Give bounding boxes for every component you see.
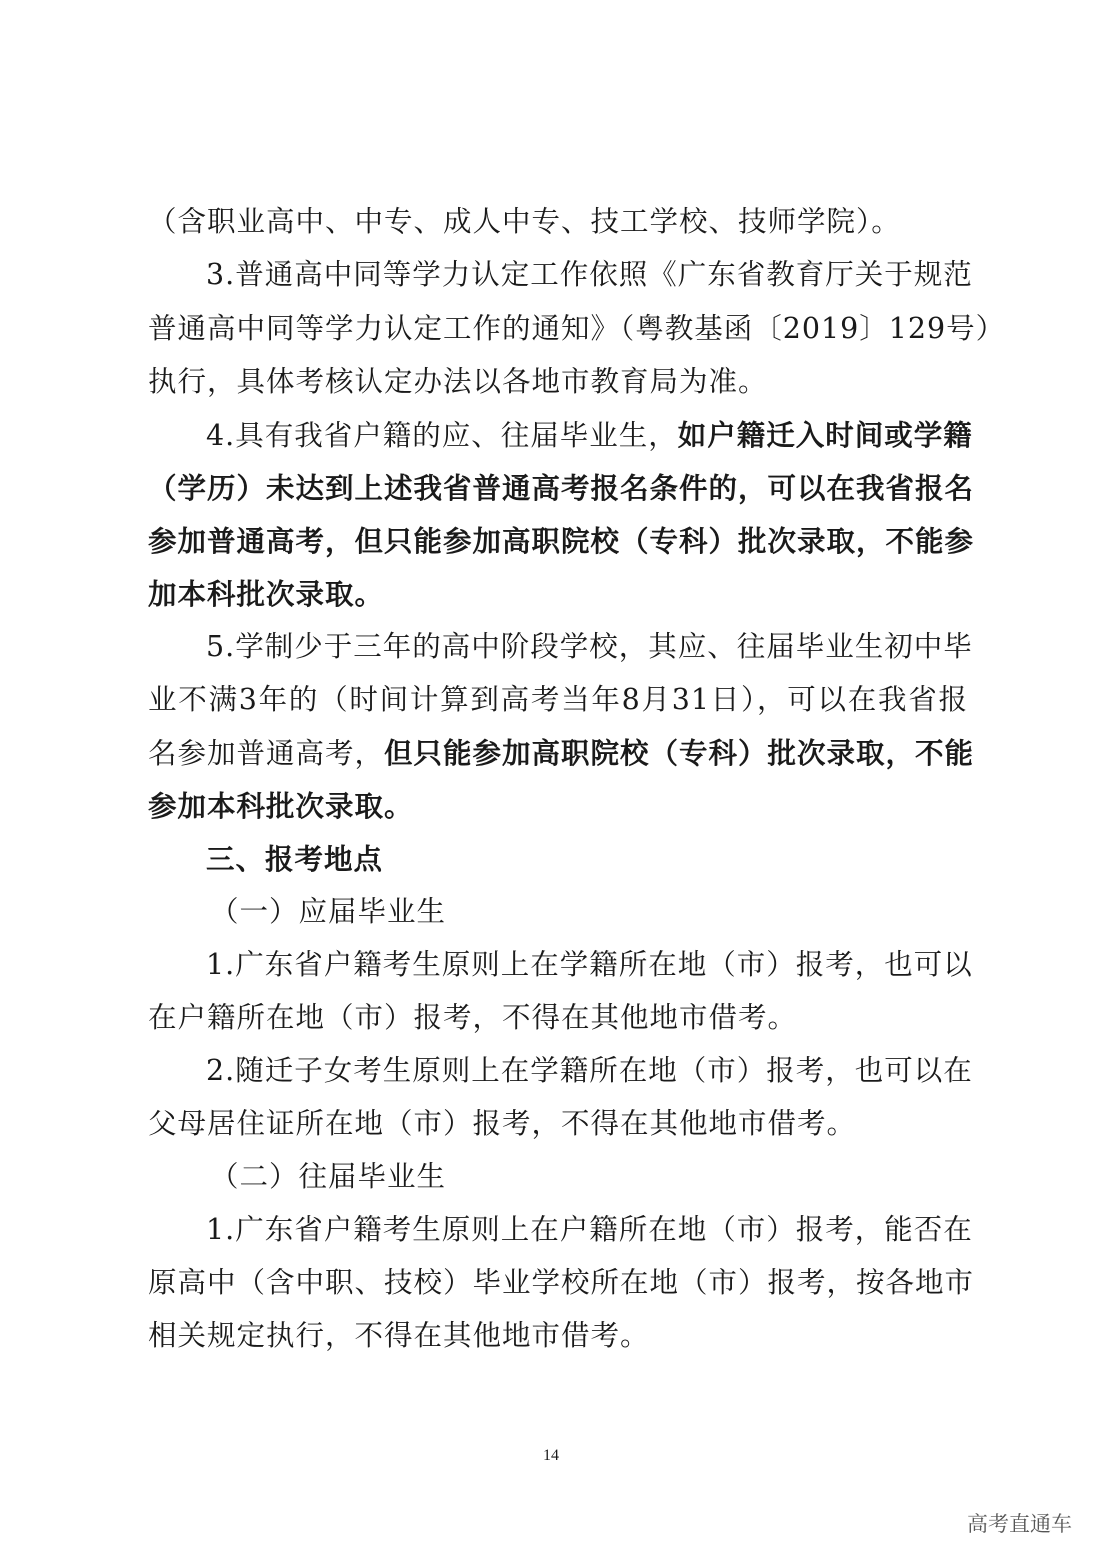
bold-text-segment: 但只能参加高职院校（专科）批次录取，不能 <box>384 736 975 770</box>
text-line <box>148 733 975 773</box>
text-line: 参加本科批次录取。 <box>148 789 414 823</box>
subsection-heading: （二）往届毕业生 <box>210 1160 447 1193</box>
text-line: 1.广东省户籍考生原则上在学籍所在地（市）报考，也可以 <box>206 948 973 981</box>
text-line: 业不满3年的（时间计算到高考当年8月31日），可以在我省报 <box>148 683 968 716</box>
text-line: 执行，具体考核认定办法以各地市教育局为准。 <box>148 365 768 398</box>
text-line: 5.学制少于三年的高中阶段学校，其应、往届毕业生初中毕 <box>206 630 973 663</box>
bold-text-segment: 如户籍迁入时间或学籍 <box>677 418 973 452</box>
subsection-heading: （一）应届毕业生 <box>210 895 447 928</box>
text-line: 1.广东省户籍考生原则上在户籍所在地（市）报考，能否在 <box>206 1213 973 1246</box>
text-line: 原高中（含中职、技校）毕业学校所在地（市）报考，按各地市 <box>148 1266 975 1299</box>
text-line: 相关规定执行，不得在其他地市借考。 <box>148 1319 650 1352</box>
text-line: 2.随迁子女考生原则上在学籍所在地（市）报考，也可以在 <box>206 1054 973 1087</box>
text-line <box>148 415 973 455</box>
section-heading: 三、报考地点 <box>206 842 384 876</box>
text-line: 加本科批次录取。 <box>148 577 385 611</box>
text-line: （学历）未达到上述我省普通高考报名条件的，可以在我省报名 <box>148 471 975 505</box>
page-number: 14 <box>543 1447 559 1464</box>
text-line: 普通高中同等学力认定工作的通知》（粤教基函〔2019〕129号） <box>148 312 1006 345</box>
text-segment: 4.具有我省户籍的应、往届毕业生， <box>206 419 678 452</box>
watermark: 高考直通车 <box>967 1512 1072 1536</box>
text-line: 3.普通高中同等学力认定工作依照《广东省教育厅关于规范 <box>206 258 973 291</box>
text-line: （含职业高中、中专、成人中专、技工学校、技师学院）。 <box>148 205 901 238</box>
text-line: 父母居住证所在地（市）报考，不得在其他地市借考。 <box>148 1107 857 1140</box>
text-segment: 名参加普通高考， <box>148 737 385 770</box>
text-line: 参加普通高考，但只能参加高职院校（专科）批次录取，不能参 <box>148 524 975 558</box>
text-line: 在户籍所在地（市）报考，不得在其他地市借考。 <box>148 1001 798 1034</box>
